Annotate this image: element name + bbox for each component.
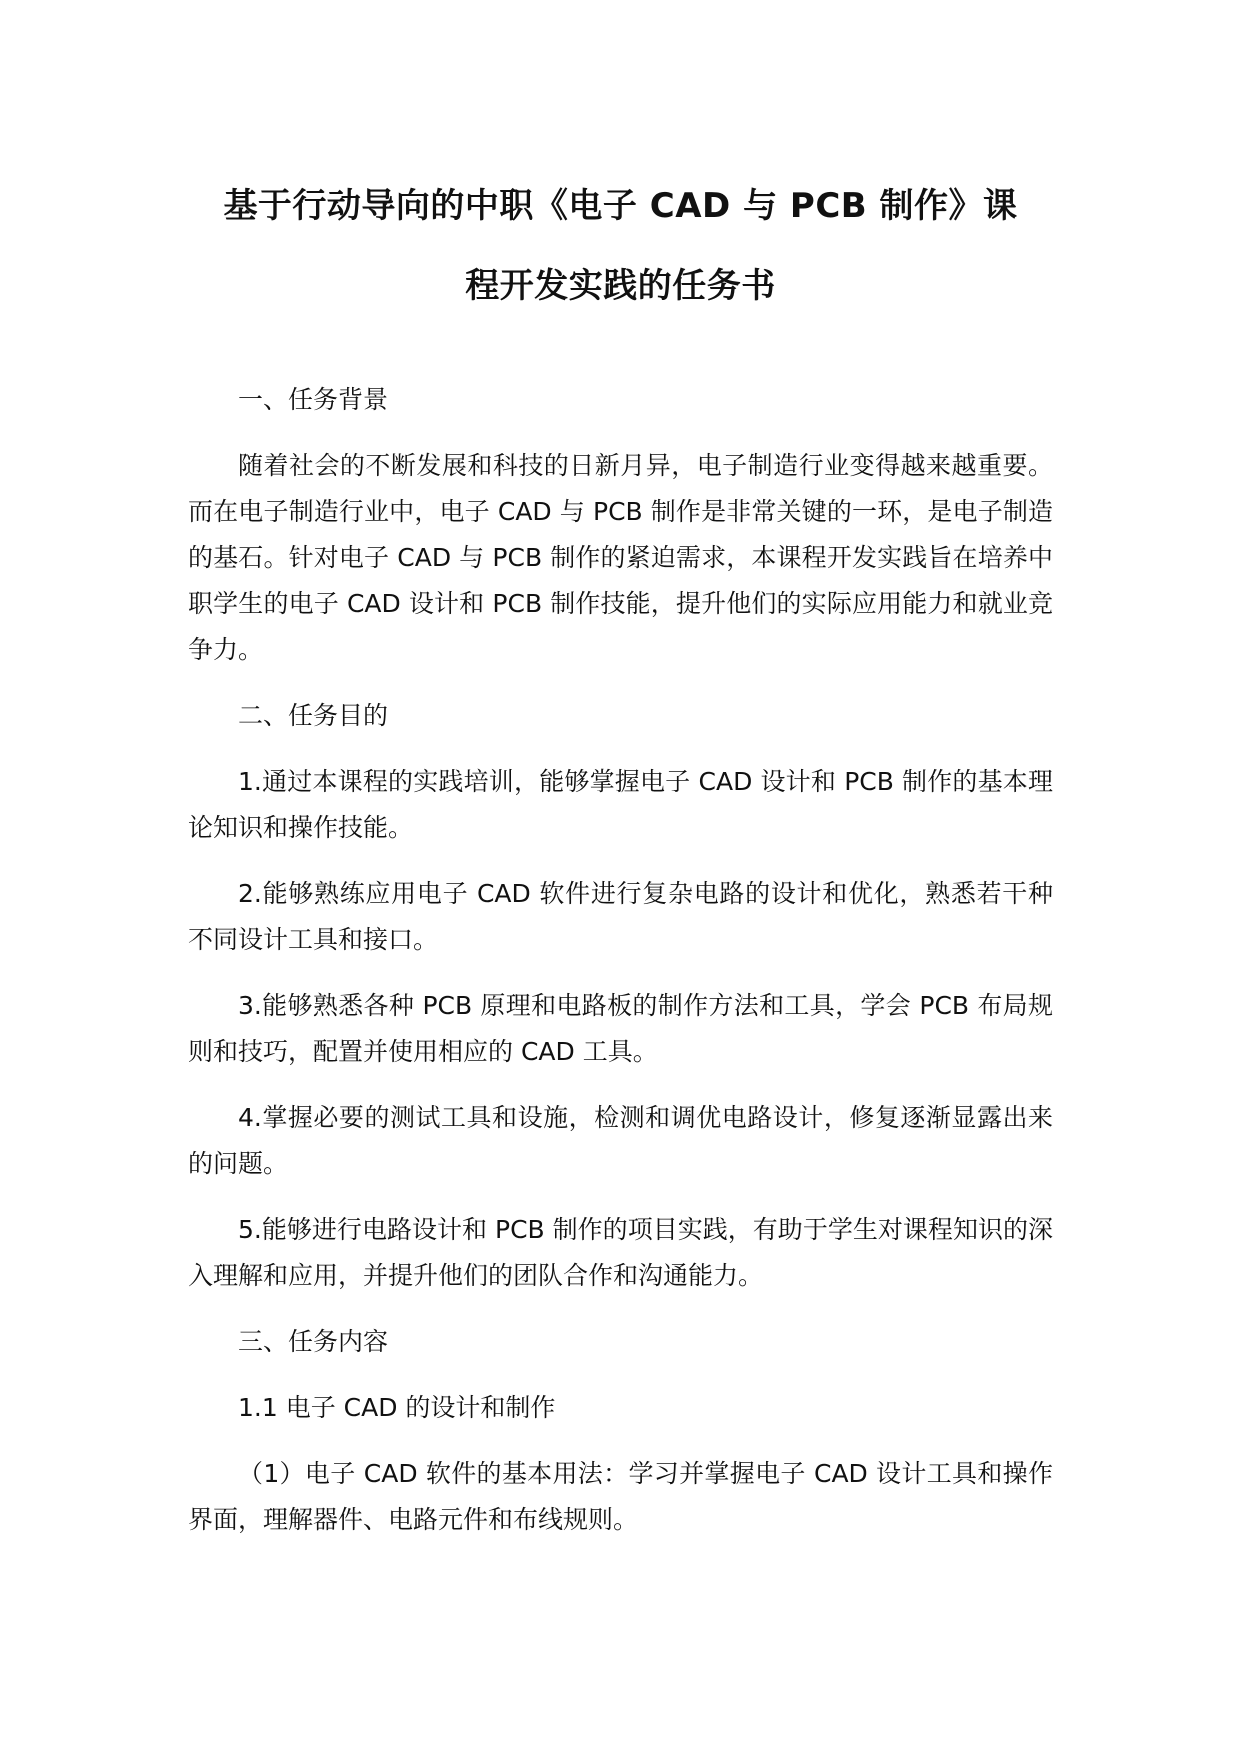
paragraph-purpose-3: 3.能够熟悉各种 PCB 原理和电路板的制作方法和工具，学会 PCB 布局规则和技巧，配置并使用相应的 CAD 工具。 <box>188 991 1053 1066</box>
title-line-2: 程开发实践的任务书 <box>465 266 776 306</box>
paragraph-background: 随着社会的不断发展和科技的日新月异，电子制造行业变得越来越重要。而在电子制造行业中，电子 CAD 与 PCB 制作是非常关键的一环，是电子制造的基石。针对电子 CAD 与 PCB 制作的紧迫需求，本课程开发实践旨在培养中职学生的电子 CAD 设计和 PCB 制作技能，提升他们的实际应用能力和就业竞争力。 <box>188 451 1053 664</box>
document-body <box>188 377 1053 1563</box>
paragraph-content-1: （1）电子 CAD 软件的基本用法：学习并掌握电子 CAD 设计工具和操作界面，理解器件、电路元件和布线规则。 <box>188 1459 1053 1534</box>
paragraph-purpose-1: 1.通过本课程的实践培训，能够掌握电子 CAD 设计和 PCB 制作的基本理论知识和操作技能。 <box>188 767 1053 842</box>
paragraph-purpose-5: 5.能够进行电路设计和 PCB 制作的项目实践，有助于学生对课程知识的深入理解和应用，并提升他们的团队合作和沟通能力。 <box>188 1215 1053 1290</box>
paragraph-purpose-2: 2.能够熟练应用电子 CAD 软件进行复杂电路的设计和优化，熟悉若干种不同设计工具和接口。 <box>188 879 1053 954</box>
title-line-1: 基于行动导向的中职《电子 CAD 与 PCB 制作》课 <box>223 186 1018 226</box>
section-heading-background: 一、任务背景 <box>238 385 389 414</box>
section-heading-purpose: 二、任务目的 <box>238 701 389 730</box>
document-title <box>188 166 1053 326</box>
section-heading-content: 三、任务内容 <box>238 1327 389 1356</box>
subsection-heading-cad: 1.1 电子 CAD 的设计和制作 <box>238 1393 556 1422</box>
paragraph-purpose-4: 4.掌握必要的测试工具和设施，检测和调优电路设计，修复逐渐显露出来的问题。 <box>188 1103 1053 1178</box>
document-page <box>188 0 1053 1754</box>
